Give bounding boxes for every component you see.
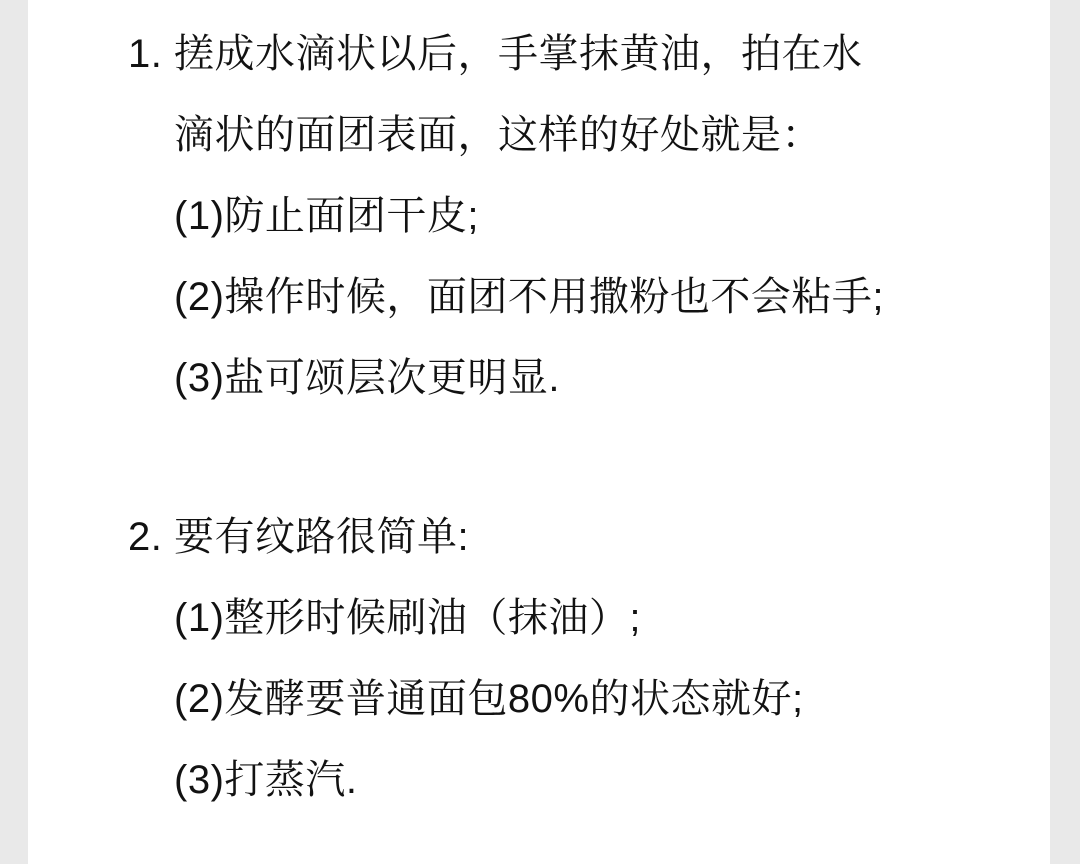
sub-list-item: (2)操作时候，面团不用撒粉也不会粘手; — [174, 275, 884, 319]
list-item-line: 滴状的面团表面，这样的好处就是： — [174, 113, 822, 157]
sub-list-item: (1)整形时候刷油（抹油）; — [174, 596, 641, 640]
list-item-line: 搓成水滴状以后，手掌抹黄油，拍在水 — [174, 32, 863, 76]
list-marker: 1. — [128, 32, 163, 76]
sub-list-item: (3)盐可颂层次更明显. — [174, 356, 560, 400]
scrollbar-thumb[interactable] — [1045, 6, 1049, 306]
list-item — [128, 14, 1010, 419]
document-page — [28, 0, 1050, 864]
sub-list-item: (1)防止面团干皮; — [174, 194, 479, 238]
sub-list-item: (3)打蒸汽. — [174, 758, 358, 802]
right-page-margin — [1050, 0, 1080, 864]
vertical-scrollbar[interactable] — [1044, 0, 1050, 864]
paragraph-spacer — [128, 419, 1010, 497]
list-item-body — [174, 14, 1010, 419]
sub-list-item: (2)发酵要普通面包80%的状态就好; — [174, 677, 804, 721]
left-page-margin — [0, 0, 28, 864]
document-content — [28, 0, 1050, 821]
list-item-body — [174, 497, 1010, 821]
list-marker: 2. — [128, 515, 163, 559]
list-item-line: 要有纹路很简单: — [174, 515, 470, 559]
list-item — [128, 497, 1010, 821]
